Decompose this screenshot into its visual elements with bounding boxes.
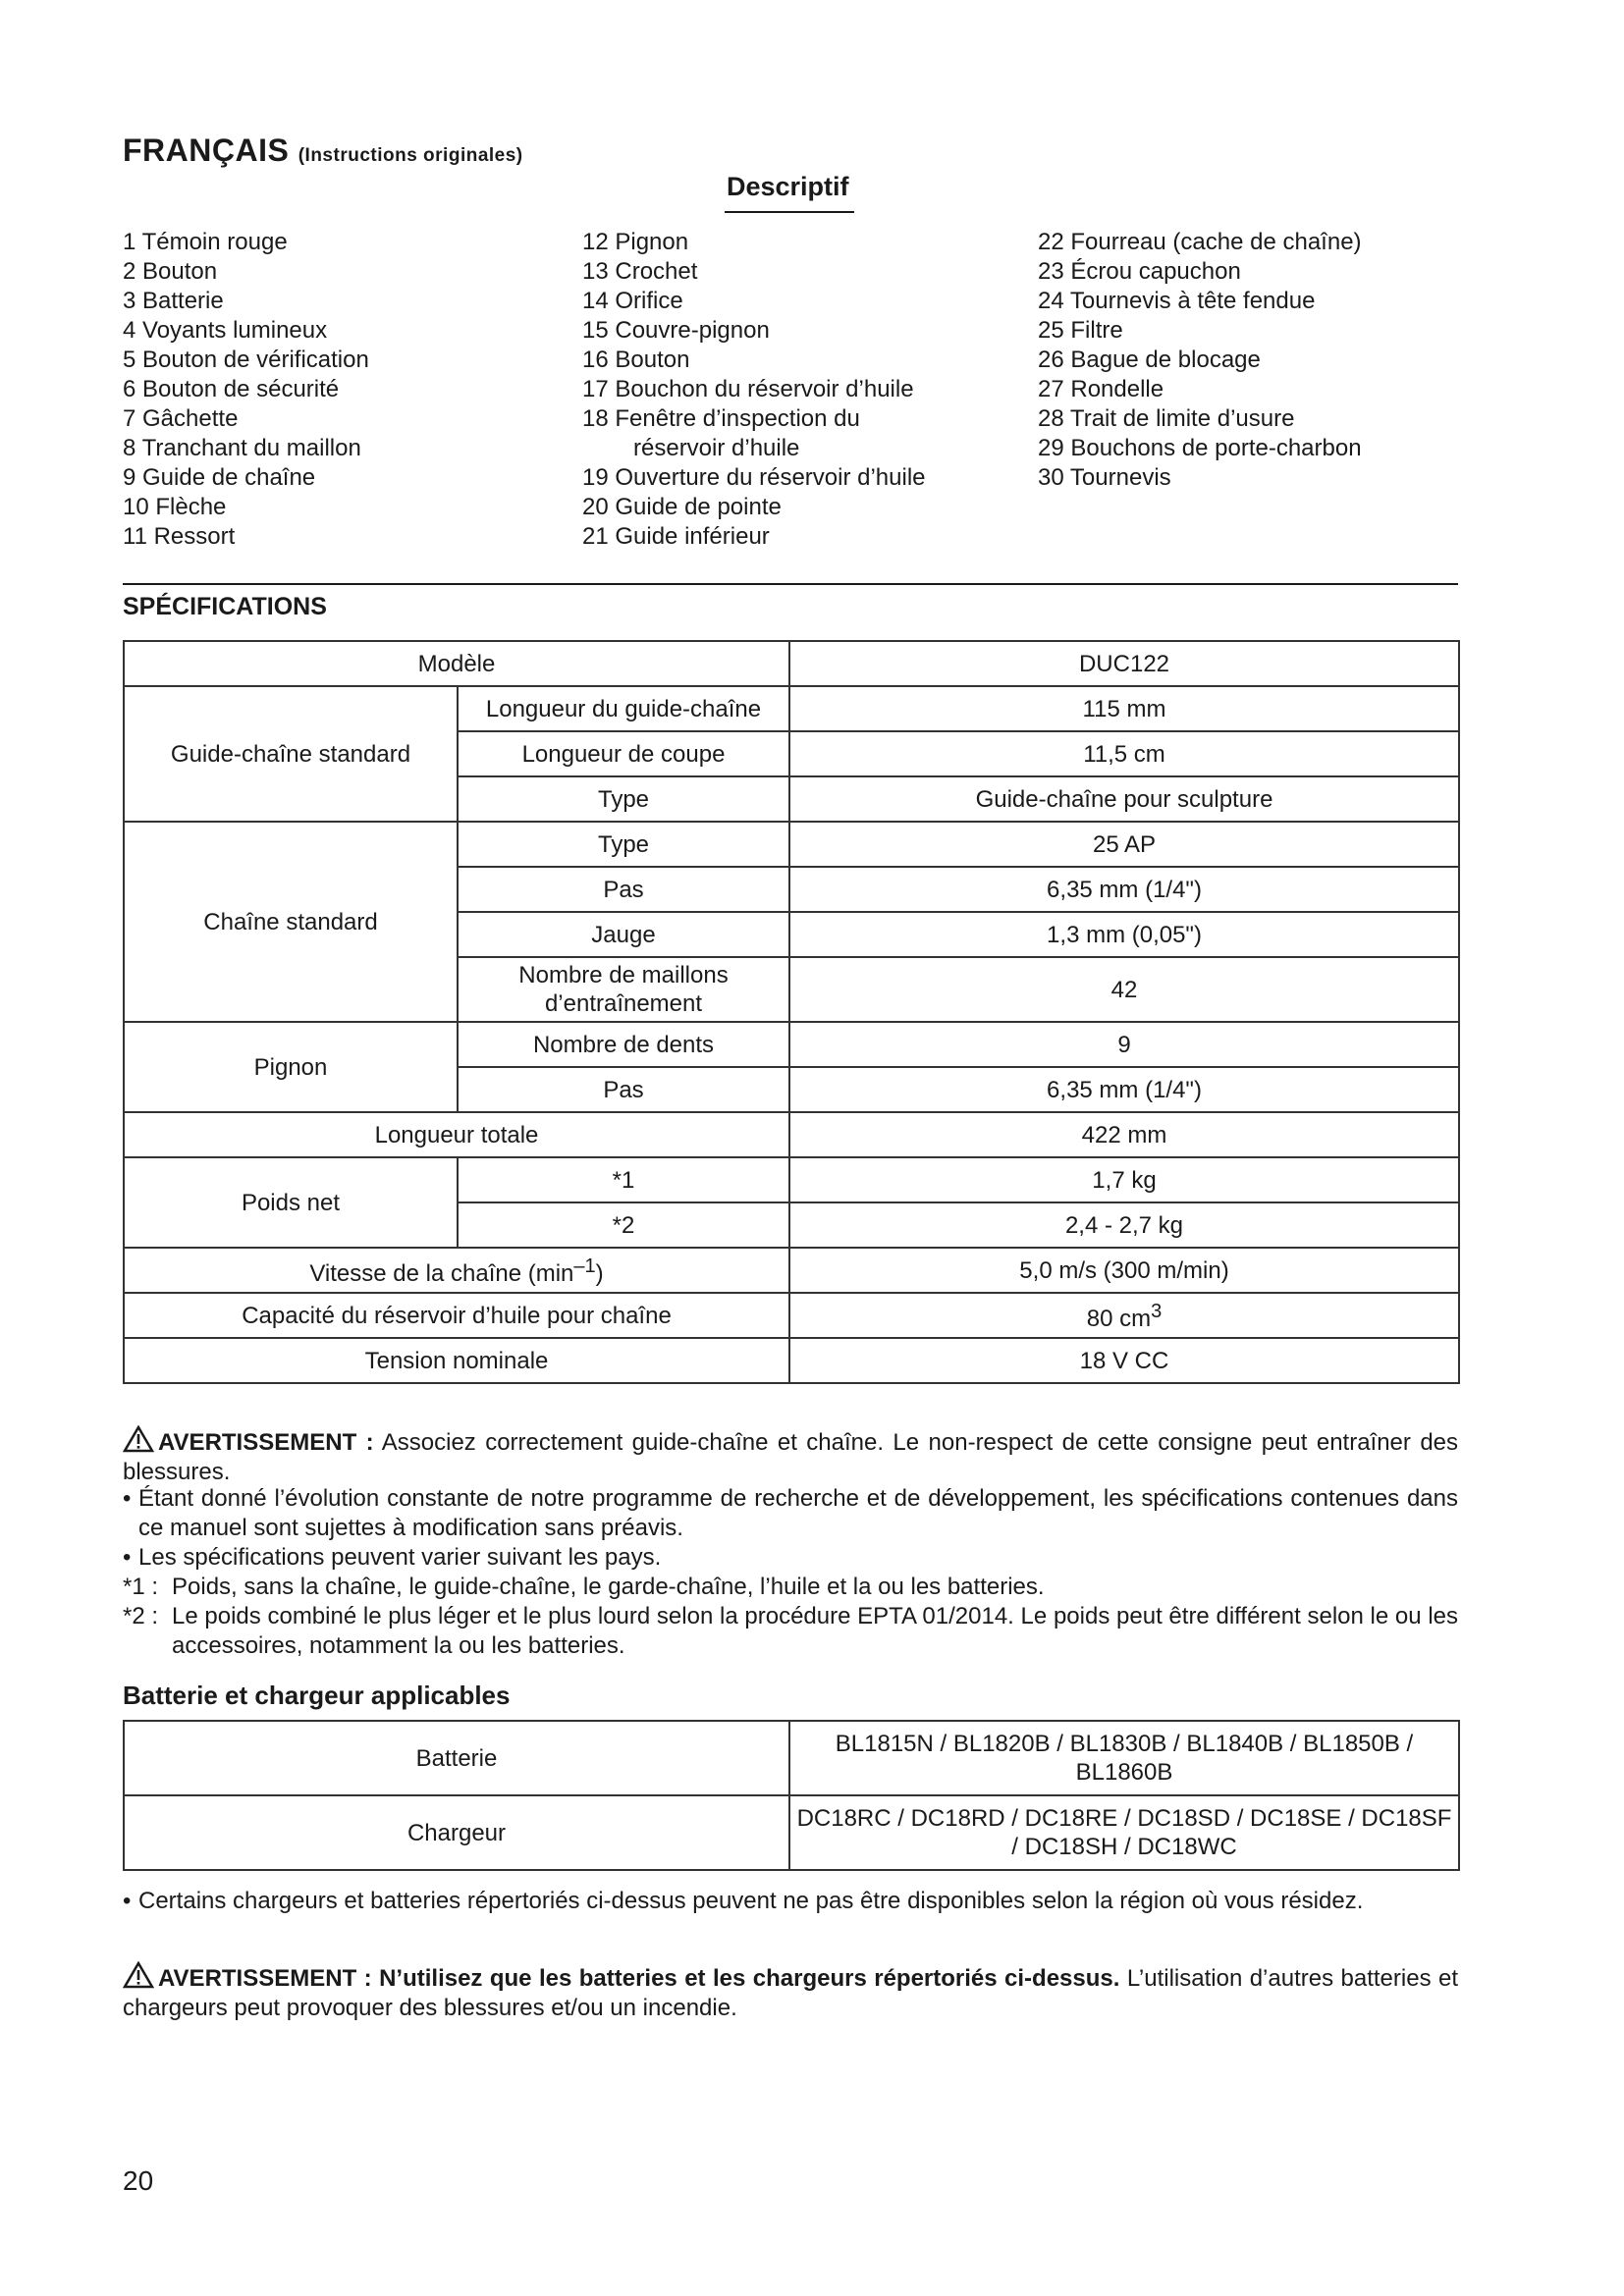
oil-value-sup: 3 xyxy=(1151,1301,1163,1322)
spec-notes xyxy=(123,1484,1458,1661)
speed-label-end: ) xyxy=(595,1260,604,1287)
part-item: 11 Ressort xyxy=(123,523,236,550)
spec-value: 422 mm xyxy=(789,1112,1459,1157)
warning-text: Associez correctement guide-chaîne et chaîne. Le non-respect de cette consigne peut entraîner des blessures. xyxy=(123,1429,1459,1485)
battery-value: BL1815N / BL1820B / BL1830B / BL1840B / BL1850B / BL1860B xyxy=(789,1721,1459,1795)
table-row xyxy=(124,1293,1459,1338)
warning-guide-chain xyxy=(123,1425,1458,1487)
spec-value xyxy=(789,1293,1459,1338)
warning-triangle-icon xyxy=(123,1961,154,1989)
part-item: 2 Bouton xyxy=(123,258,218,285)
table-row xyxy=(124,686,1459,731)
list-item xyxy=(123,1602,1458,1661)
part-item: 15 Couvre-pignon xyxy=(582,317,770,344)
charger-label: Chargeur xyxy=(124,1795,789,1870)
part-item: 14 Orifice xyxy=(582,288,683,314)
speed-label-text: Vitesse de la chaîne (min xyxy=(309,1260,574,1287)
part-item: 8 Tranchant du maillon xyxy=(123,435,361,461)
part-item: 27 Rondelle xyxy=(1038,376,1164,402)
descriptif-title: Descriptif xyxy=(727,172,849,201)
table-row xyxy=(124,1112,1459,1157)
spec-value: 2,4 - 2,7 kg xyxy=(789,1202,1459,1248)
warning-text: L’utilisation d’autres batteries et chargeurs peut provoquer des blessures et/ou un incendie. xyxy=(123,1965,1459,2021)
part-item: 19 Ouverture du réservoir d’huile xyxy=(582,464,926,491)
note-text: Certains chargeurs et batteries répertoriés ci-dessus peuvent ne pas être disponibles selon la région où vous résidez. xyxy=(138,1888,1364,1914)
part-item: 10 Flèche xyxy=(123,494,227,520)
part-item: 29 Bouchons de porte-charbon xyxy=(1038,435,1362,461)
table-row xyxy=(124,1248,1459,1293)
part-item: 24 Tournevis à tête fendue xyxy=(1038,288,1316,314)
spec-label: Pas xyxy=(458,867,789,912)
note-text: Les spécifications peuvent varier suivant les pays. xyxy=(138,1544,662,1571)
charger-value: DC18RC / DC18RD / DC18RE / DC18SD / DC18SE / DC18SF / DC18SH / DC18WC xyxy=(789,1795,1459,1870)
list-item xyxy=(123,1543,1458,1573)
part-item: 25 Filtre xyxy=(1038,317,1123,344)
spec-label: Nombre de maillons d’entraînement xyxy=(458,957,789,1022)
battery-note xyxy=(123,1887,1458,1916)
note-text: Poids, sans la chaîne, le guide-chaîne, le garde-chaîne, l’huile et la ou les batteries. xyxy=(172,1574,1045,1600)
spec-value: 6,35 mm (1/4") xyxy=(789,867,1459,912)
spec-label: *2 xyxy=(458,1202,789,1248)
spec-group: Guide-chaîne standard xyxy=(124,686,458,822)
spec-value: 1,3 mm (0,05") xyxy=(789,912,1459,957)
spec-label: Pas xyxy=(458,1067,789,1112)
spec-value: 25 AP xyxy=(789,822,1459,867)
spec-label: Type xyxy=(458,822,789,867)
bullet-marker: • xyxy=(123,1888,132,1914)
spec-value: 18 V CC xyxy=(789,1338,1459,1383)
battery-label: Batterie xyxy=(124,1721,789,1795)
battery-charger-table xyxy=(123,1720,1460,1871)
spec-value: 1,7 kg xyxy=(789,1157,1459,1202)
bullet-marker: • xyxy=(123,1544,132,1571)
footnote-marker: *2 : xyxy=(123,1603,159,1629)
list-item xyxy=(123,1887,1458,1916)
battery-section-title: Batterie et chargeur applicables xyxy=(123,1681,511,1710)
part-item: 13 Crochet xyxy=(582,258,698,285)
spec-label: Tension nominale xyxy=(124,1338,789,1383)
spec-value: Guide-chaîne pour sculpture xyxy=(789,776,1459,822)
spec-value: 9 xyxy=(789,1022,1459,1067)
spec-label: *1 xyxy=(458,1157,789,1202)
spec-label: Type xyxy=(458,776,789,822)
part-item: 12 Pignon xyxy=(582,229,689,255)
part-item: 4 Voyants lumineux xyxy=(123,317,328,344)
table-row xyxy=(124,822,1459,867)
specifications-table xyxy=(123,640,1460,1384)
spec-value: 11,5 cm xyxy=(789,731,1459,776)
list-item xyxy=(123,1484,1458,1543)
warning-battery xyxy=(123,1961,1458,2023)
part-item: 20 Guide de pointe xyxy=(582,494,782,520)
table-row xyxy=(124,1338,1459,1383)
descriptif-column-3 xyxy=(1038,228,1362,493)
spec-group: Chaîne standard xyxy=(124,822,458,1022)
part-item: 7 Gâchette xyxy=(123,405,239,432)
part-item-continuation: réservoir d’huile xyxy=(633,435,800,461)
list-item xyxy=(123,1573,1458,1602)
table-row xyxy=(124,1721,1459,1795)
part-item: 28 Trait de limite d’usure xyxy=(1038,405,1295,432)
language-label: FRANÇAIS xyxy=(123,133,290,168)
descriptif-column-2 xyxy=(582,228,926,552)
descriptif-column-1 xyxy=(123,228,369,552)
spec-label xyxy=(124,1248,789,1293)
part-item: 5 Bouton de vérification xyxy=(123,347,369,373)
section-divider xyxy=(123,583,1458,585)
spec-label: Longueur totale xyxy=(124,1112,789,1157)
spec-group: Poids net xyxy=(124,1157,458,1248)
part-item: 16 Bouton xyxy=(582,347,690,373)
spec-label: Longueur du guide-chaîne xyxy=(458,686,789,731)
part-item: 17 Bouchon du réservoir d’huile xyxy=(582,376,914,402)
language-subtitle: (Instructions originales) xyxy=(298,145,523,166)
part-item: 21 Guide inférieur xyxy=(582,523,770,550)
table-row xyxy=(124,1022,1459,1067)
spec-value: 6,35 mm (1/4") xyxy=(789,1067,1459,1112)
part-item: 23 Écrou capuchon xyxy=(1038,258,1241,285)
spec-label: Longueur de coupe xyxy=(458,731,789,776)
table-row xyxy=(124,641,1459,686)
note-text: Le poids combiné le plus léger et le plus lourd selon la procédure EPTA 01/2014. Le poids peut être différent selon le ou les accessoires, notamment la ou les batteries. xyxy=(172,1603,1458,1659)
part-item: 18 Fenêtre d’inspection du xyxy=(582,405,860,432)
page-number: 20 xyxy=(123,2165,154,2196)
specifications-title: SPÉCIFICATIONS xyxy=(123,593,327,620)
part-item: 9 Guide de chaîne xyxy=(123,464,316,491)
table-row xyxy=(124,1157,1459,1202)
footnote-marker: *1 : xyxy=(123,1574,159,1600)
table-row xyxy=(124,1795,1459,1870)
spec-label: Jauge xyxy=(458,912,789,957)
part-item: 6 Bouton de sécurité xyxy=(123,376,340,402)
bullet-marker: • xyxy=(123,1485,132,1512)
spec-group: Pignon xyxy=(124,1022,458,1112)
warning-label: AVERTISSEMENT : N’utilisez que les batteries et les chargeurs répertoriés ci-dessus. xyxy=(158,1965,1120,1992)
warning-triangle-icon xyxy=(123,1425,154,1453)
part-item: 22 Fourreau (cache de chaîne) xyxy=(1038,229,1362,255)
spec-label: Nombre de dents xyxy=(458,1022,789,1067)
spec-value: 115 mm xyxy=(789,686,1459,731)
part-item: 30 Tournevis xyxy=(1038,464,1171,491)
oil-value-text: 80 cm xyxy=(1086,1306,1152,1332)
part-item: 3 Batterie xyxy=(123,288,224,314)
spec-label: Modèle xyxy=(124,641,789,686)
speed-label-sup: –1 xyxy=(573,1255,596,1277)
warning-label: AVERTISSEMENT : xyxy=(158,1429,374,1456)
note-text: Étant donné l’évolution constante de notre programme de recherche et de développement, les spécifications contenues dans ce manuel sont sujettes à modification sans préavis. xyxy=(138,1485,1458,1541)
part-item: 26 Bague de blocage xyxy=(1038,347,1261,373)
descriptif-underline xyxy=(725,211,854,213)
spec-label: Capacité du réservoir d’huile pour chaîne xyxy=(124,1293,789,1338)
spec-value: 42 xyxy=(789,957,1459,1022)
part-item: 1 Témoin rouge xyxy=(123,229,288,255)
spec-value: 5,0 m/s (300 m/min) xyxy=(789,1248,1459,1293)
spec-value: DUC122 xyxy=(789,641,1459,686)
page-language-heading xyxy=(123,133,523,169)
